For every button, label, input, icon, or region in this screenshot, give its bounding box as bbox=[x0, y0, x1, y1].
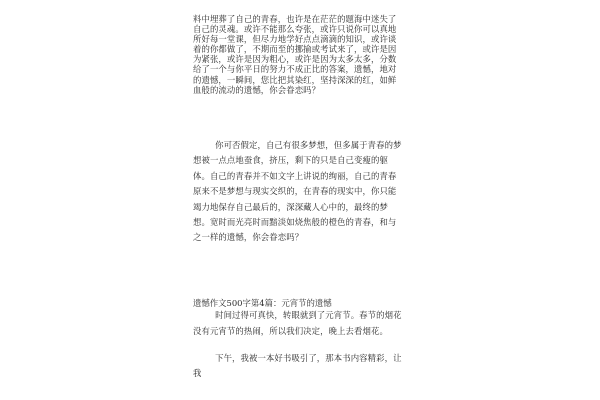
paragraph-dreams: 你可否假定，自己有很多梦想，但多属于青春的梦想被一点点地蚕食，挤压，剩下的只是自己变瘦的躯体。自己的青春并不如文字上讲说的绚丽，自己的青春原来不是梦想与现实交织的，在青春的现实中，你只能竭力地保存自己最后的，深深藏人心中的，最终的梦想。宽时而光亮时而黯淡如烧焦般的橙色的青春，和与之一样的遗憾，你会眷恋吗？ bbox=[193, 140, 402, 243]
essay-heading: 遗憾作文500字第4篇：元宵节的遗憾 bbox=[193, 298, 332, 308]
paragraph-regret-exam: 料中埋葬了自己的青春，也许是在茫茫的题海中迷失了自己的灵魂。或许不能那么夸张，或许只说你可以真地所好每一堂课，但尽力地学好点点滴滴的知识，或许谈着的你都做了，不期而至的挪揄或考试来了，或许是因为紧张，或许是因为粗心，或许是因为太多太多，分数给了一个与你平日的努力不成正比的答案，遗憾，地对的遗憾，一瞬间，您比把其染红，坚持深深的红，如鲜血般的流动的遗憾，你会眷恋吗？ bbox=[193, 14, 397, 95]
paragraph-lantern-festival: 时间过得可真快，转眼就到了元宵节。春节的烟花没有元宵节的热闹，所以我们决定，晚上去看烟花。 bbox=[193, 310, 402, 336]
paragraph-afternoon-book: 下午，我被一本好书吸引了，那本书内容精彩，让我 bbox=[193, 353, 402, 378]
